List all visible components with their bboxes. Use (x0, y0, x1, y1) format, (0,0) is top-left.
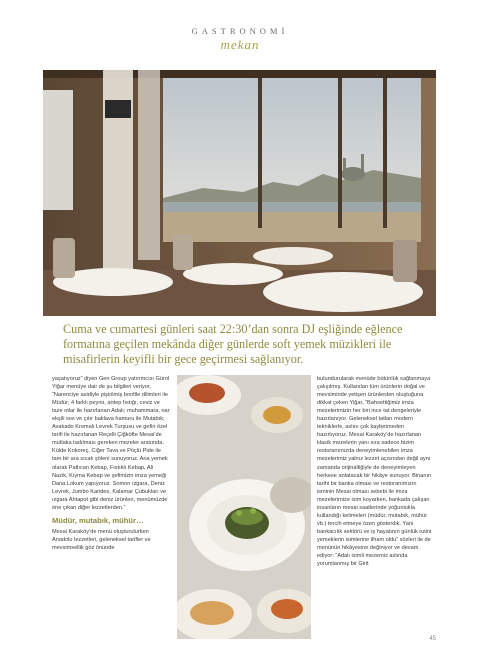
article-column-left (52, 375, 170, 552)
body-paragraph: yaşatıyoruz” diyen Gen Group yatırımcısı Gürol Yiğar menüye dair de şu bilgileri veriyor, “Narenciye asidiyle pişirilmiş bonfile dilimleri ile Müdür; 4 farklı peynir, antep fıstığı, ceviz ve taze otlar ile hazırlanan Adalı; muhammara, nar ekşili sos ve çıtır baklava hamuru ile Mutabık; Avakado Kremalı Levrek Turşusu ve gefin özel tarifi ile hazırlanan Reçelli Çiğköfte Mesai’de mutlaka tadılması gereken mezeler arasında. Külde Kokoreç, Ciğer Tava ve Pöçlü Pide ile tam bir ara sıcak şöleni sunuyoruz. Ana yemek olarak Patlıcan Kebap, Fıstıklı Kebap, Ali Nazik, Kıyma Kebap ve şefimizin imza yemeği Dana Lokum yapıyoruz. Somon ızgara, Deniz Levrek, Jumbo Karides, Kalamar Çubukları ve ızgara Ahtapot gibi deniz ürünleri, menümüzde öne çıkan diğer lezzetlerden.” (52, 376, 170, 511)
food-photo (177, 375, 311, 639)
section-kicker: GASTRONOMİ (191, 26, 289, 36)
body-paragraph: bulundurularak menüde bütünlük sağlanmaya çalışılmış. Kullanılan tüm ürünlerin doğal ve mevsiminde yetişen ürünlerden oluştuğuna dikkat çeken Yiğar, “Bahsettiğimiz imza mezelerimizin her biri ince tat dengeleriyle hazırlanıyor. Geleneksel tatları modern tekniklerle, aslını çok kaybetmeden hazırlıyoruz. Mesai Karaköy’de hazırlanan klasik mezelerin yanı sıra sadece bizim restoranımızda deneyimlenebilen imza mezelerimiz yalnız lezzet açısından değil aynı zamanda orijinalliğiyle de deneyimleyen herkese anlatacak bir hikâye sunuyor. Binanın tarihi bir banka olması ve restoranımızın isminin Mesai olması sebebi ile imza mezelerimize isim koyarken, bankada çalışan insanların mesai saatlerinde yoğunlukla kullandığı kelimeleri (müdür, mutabık, mühür vb.) tercih etmeye özen gösterdik. Yani bankacılık sektörü ve iş hayatının günlük rutini yemeklerin isimlerine ilham oldu” sözleri ile de menünün hikâyesine değiniyor ve devam ediyor: “Adalı isimli mezemiz aslında yorumlanmış bir Girit (317, 376, 432, 568)
page-header (0, 26, 480, 53)
pull-quote: Cuma ve cumartesi günleri saat 22:30’dan sonra DJ eşliğinde eğlence formatına geçilen mekânda diğer günlerde soft yemek müzikleri ile misafirlerin keyifli bir gece geçirmesi sağlanıyor. (63, 322, 403, 366)
section-subtitle: mekan (220, 37, 260, 52)
body-paragraph: Mesai Karaköy’de menü oluşturulurken Anadolu lezzetleri, geleneksel tarifler ve mevsimsellik göz önünde (52, 528, 151, 551)
article-column-right (317, 375, 433, 568)
restaurant-photo (43, 70, 436, 316)
article-subheading: Müdür, mutabık, mühür… (52, 515, 144, 525)
page-number: 45 (429, 636, 436, 642)
